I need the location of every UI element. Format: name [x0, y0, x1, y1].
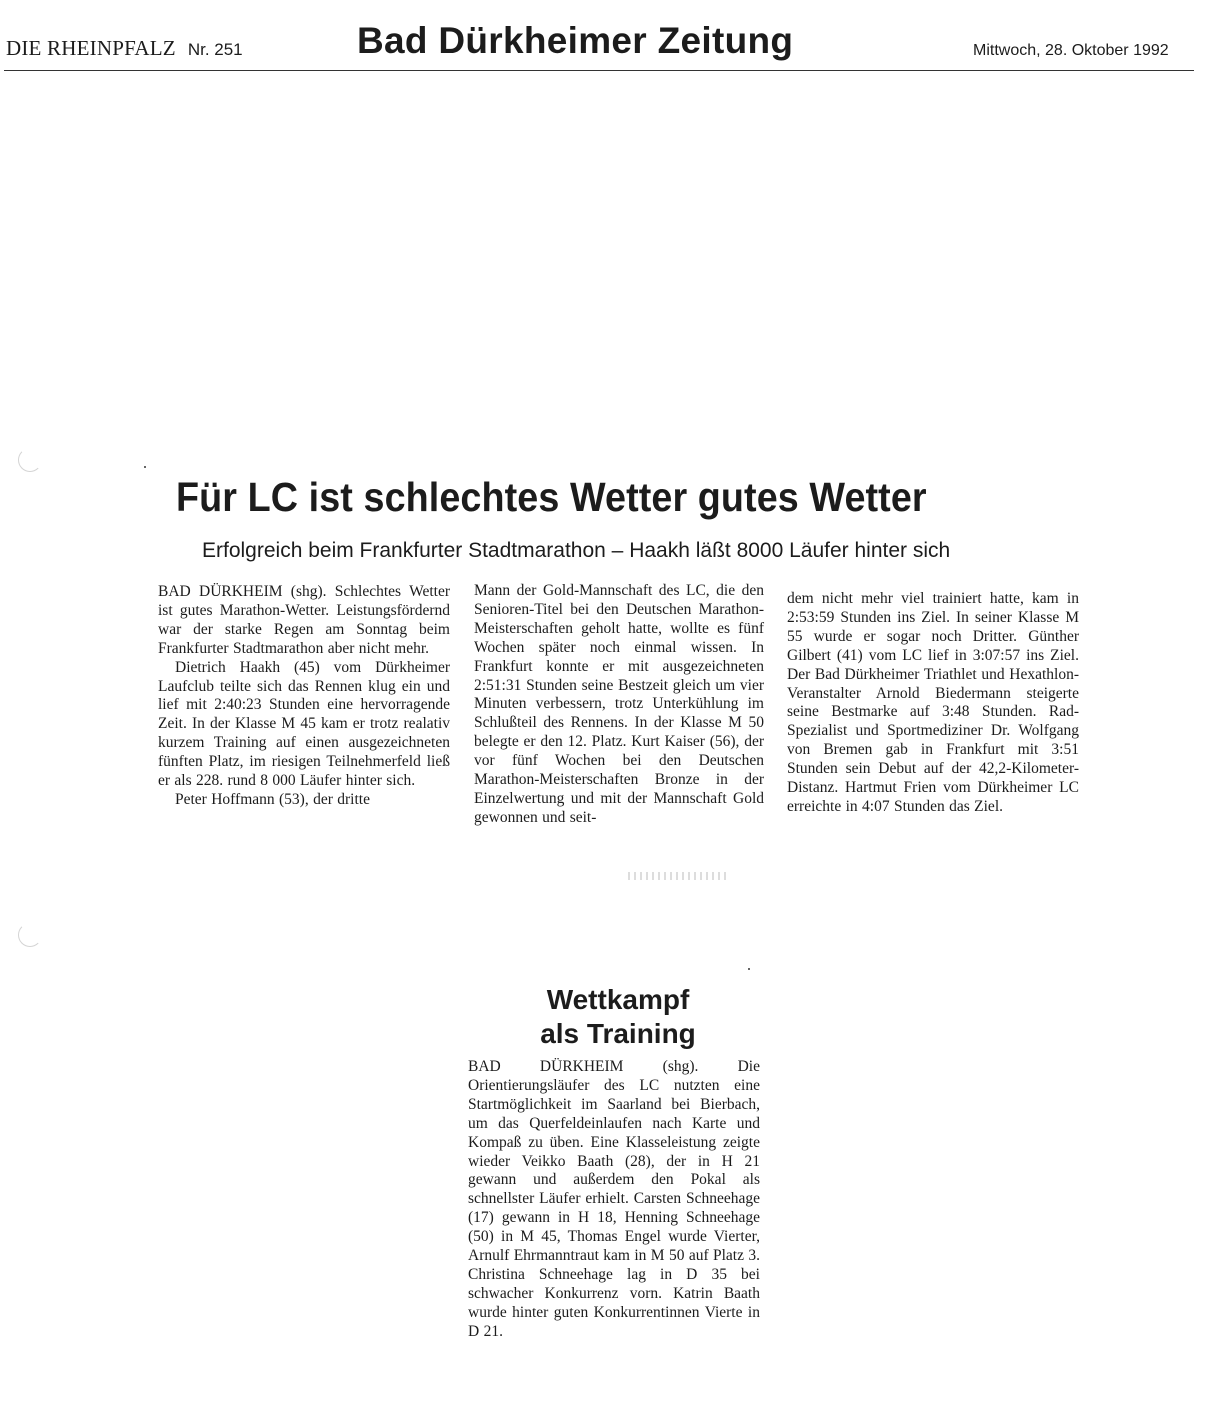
paragraph: Peter Hoffmann (53), der dritte [175, 790, 370, 808]
binder-hole-mark [18, 448, 42, 472]
scan-speck [144, 466, 146, 468]
masthead-rule [4, 70, 1194, 71]
print-smudge [628, 872, 728, 880]
masthead-left [6, 36, 243, 61]
article2-body [468, 1058, 760, 1342]
article2-headline-line-1: Wettkampf [546, 984, 690, 1015]
binder-hole-mark [18, 923, 42, 947]
newspaper-edition-title: Bad Dürkheimer Zeitung [357, 20, 794, 61]
article-column-3 [787, 590, 1079, 817]
article-subheadline: Erfolgreich beim Frankfurter Stadtmarathon – Haakh läßt 8000 Läufer hinter sich [202, 539, 951, 562]
issue-number: Nr. 251 [187, 40, 243, 59]
paragraph: Mann der Gold-Mannschaft des LC, die den Senioren-Titel bei den Deutschen Marathon-Meisterschaften geholt hatte, wollte es fünf Wochen später noch einmal wissen. In Frankfurt konnte er mit ausgezeichneten 2:51:31 Stunden seine Bestzeit gleich um vier Minuten verbessern, trotz Unterkühlung im Schlußteil des Rennens. In der Klasse M 50 belegte er den 12. Platz. Kurt Kaiser (56), der vor fünf Wochen bei den Deutschen Marathon-Meisterschaften Bronze in der Einzelwertung und mit der Mannschaft Gold gewonnen und seit- [474, 582, 764, 826]
paragraph: BAD DÜRKHEIM (shg). Schlechtes Wetter ist gutes Marathon-Wetter. Leistungsfördernd war der starke Regen am Sonntag beim Frankfurter Stadtmarathon aber nicht mehr. [158, 583, 450, 657]
paragraph: dem nicht mehr viel trainiert hatte, kam in 2:53:59 Stunden ins Ziel. In seiner Klasse M 55 wurde er sogar noch Dritter. Günther Gilbert (41) vom LC lief in 3:07:57 ins Ziel. Der Bad Dürkheimer Triathlet und Hexathlon-Veranstalter Arnold Biedermann steigerte seine Bestmarke auf 3:48 Stunden. Rad-Spezialist und Sportmediziner Dr. Wolfgang von Bremen gab in Frankfurt mit 3:51 Stunden sein Debut auf der 42,2-Kilometer-Distanz. Hartmut Frien vom Dürkheimer LC erreichte in 4:07 Stunden das Ziel. [787, 590, 1079, 815]
article-column-1 [158, 583, 450, 810]
article2-headline [468, 983, 768, 1051]
newspaper-name: DIE RHEINPFALZ [6, 36, 176, 60]
scan-speck [748, 968, 750, 970]
article-column-2 [474, 582, 764, 828]
issue-date: Mittwoch, 28. Oktober 1992 [973, 42, 1169, 59]
paragraph: BAD DÜRKHEIM (shg). Die Orientierungsläufer des LC nutzten eine Startmöglichkeit im Saarland bei Bierbach, um das Querfeldeinlaufen nach Karte und Kompaß zu üben. Eine Klasseleistung zeigte wieder Veikko Baath (28), der in H 21 gewann und außerdem den Pokal als schnellster Läufer erhielt. Carsten Schneehage (17) gewann in H 18, Henning Schneehage (50) in M 45, Thomas Engel wurde Vierter, Arnulf Ehrmanntraut kam in M 50 auf Platz 3. Christina Schneehage lag in D 35 bei schwacher Konkurrenz vorn. Katrin Baath wurde hinter guten Konkurrentinnen Vierte in D 21. [468, 1058, 760, 1340]
article-headline: Für LC ist schlechtes Wetter gutes Wetter [176, 474, 927, 520]
article2-headline-line-2: als Training [540, 1018, 696, 1049]
paragraph: Dietrich Haakh (45) vom Dürkheimer Laufclub teilte sich das Rennen klug ein und lief mit 2:40:23 Stunden eine hervorragende Zeit. In der Klasse M 45 kam er trotz realativ kurzem Training auf einen ausgezeichneten fünften Platz, im riesigen Teilnehmerfeld ließ er als 228. rund 8 000 Läufer hinter sich. [158, 658, 450, 790]
